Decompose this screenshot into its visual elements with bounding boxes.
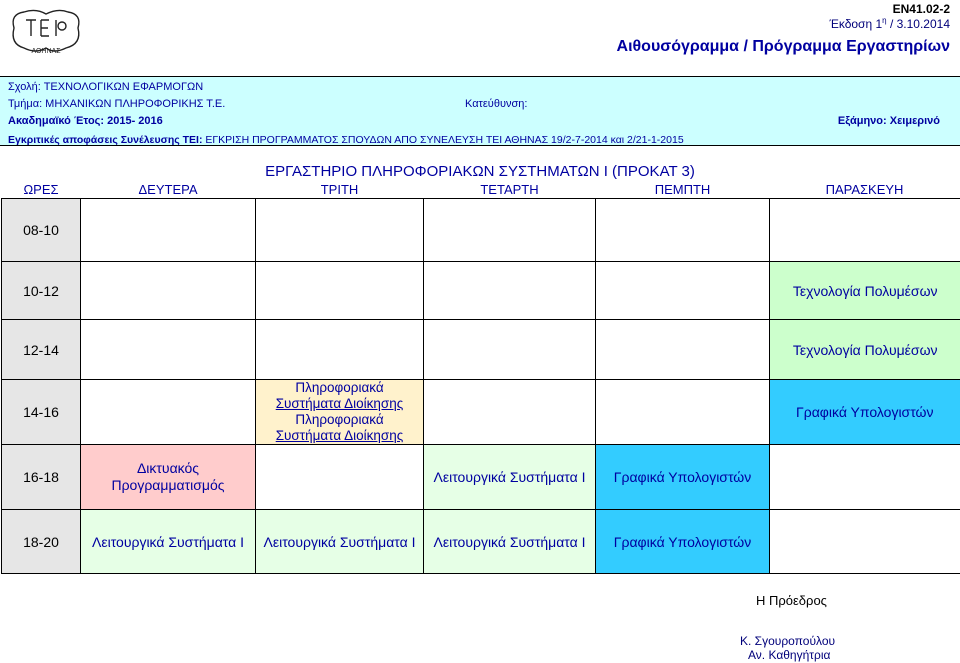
semester-label: Εξάμηνο: Χειμερινό: [837, 115, 940, 127]
hour-cell: 10-12: [2, 262, 81, 320]
schedule-cell: [256, 445, 424, 510]
schedule-cell: [770, 510, 960, 574]
course-computer-graphics: Γραφικά Υπολογιστών: [596, 510, 770, 574]
hour-cell: 12-14: [2, 320, 81, 380]
schedule-table: [1, 180, 960, 574]
schedule-cell: [424, 320, 596, 380]
schedule-cell: [770, 199, 960, 262]
schedule-cell: [81, 262, 256, 320]
table-row: [2, 320, 960, 380]
hour-cell: 18-20: [2, 510, 81, 574]
table-row: [2, 262, 960, 320]
schedule-cell: [424, 380, 596, 445]
schedule-cell: [424, 262, 596, 320]
school-label: Σχολή: ΤΕΧΝΟΛΟΓΙΚΩΝ ΕΦΑΡΜΟΓΩΝ: [8, 81, 204, 93]
course-management-information-systems: Πληροφοριακά Συστήματα Διοίκησης Πληροφοριακά Συστήματα Διοίκησης: [256, 380, 424, 445]
table-header-row: [2, 180, 960, 199]
schedule-cell: [596, 320, 770, 380]
signature-name: Κ. Σγουροπούλου: [740, 634, 836, 648]
course-computer-graphics: Γραφικά Υπολογιστών: [596, 445, 770, 510]
course-network-programming: Δικτυακός Προγραμματισμός: [81, 445, 256, 510]
schedule-cell: [256, 199, 424, 262]
document-code: EN41.02-2: [892, 2, 950, 16]
hour-cell: 16-18: [2, 445, 81, 510]
course-operating-systems: Λειτουργικά Συστήματα Ι: [256, 510, 424, 574]
page-title: Αιθουσόγραμμα / Πρόγραμμα Εργαστηρίων: [616, 38, 950, 55]
schedule-cell: [81, 380, 256, 445]
hour-cell: 08-10: [2, 199, 81, 262]
schedule-cell: [596, 199, 770, 262]
course-multimedia-technology: Τεχνολογία Πολυμέσων: [770, 320, 960, 380]
schedule-cell: [424, 199, 596, 262]
course-computer-graphics: Γραφικά Υπολογιστών: [770, 380, 960, 445]
tei-athens-logo: [6, 4, 86, 56]
signature-title: Αν. Καθηγήτρια: [748, 648, 831, 662]
course-operating-systems: Λειτουργικά Συστήματα Ι: [424, 510, 596, 574]
column-header-hours: ΩΡΕΣ: [2, 180, 81, 199]
schedule-cell: [596, 262, 770, 320]
column-header-thursday: ΠΕΜΠΤΗ: [596, 180, 770, 199]
column-header-friday: ΠΑΡΑΣΚΕΥΗ: [770, 180, 960, 199]
schedule-cell: [770, 445, 960, 510]
schedule-cell: [596, 380, 770, 445]
schedule-cell: [81, 199, 256, 262]
decisions-label: Εγκριτικές αποφάσεις Συνέλευσης ΤΕΙ: ΕΓΚΡΙΣΗ ΠΡΟΓΡΑΜΜΑΤΟΣ ΣΠΟΥΔΩΝ ΑΠΟ ΣΥΝΕΛΕΥΣΗ ΤΕΙ ΑΘΗΝΑΣ 19/2-7-2014 και 2/21-1-2015: [8, 134, 684, 146]
edition-info: Έκδοση $1^\eta / 3.10.2014$: [829, 16, 950, 31]
course-multimedia-technology: Τεχνολογία Πολυμέσων: [770, 262, 960, 320]
table-row: [2, 445, 960, 510]
table-row: [2, 510, 960, 574]
course-operating-systems: Λειτουργικά Συστήματα Ι: [81, 510, 256, 574]
schedule-cell: [256, 262, 424, 320]
info-panel: [0, 76, 960, 146]
direction-label: Κατεύθυνση:: [465, 98, 528, 110]
academic-year-label: Ακαδημαϊκό Έτος: 2015- 2016: [8, 115, 163, 127]
table-row: [2, 380, 960, 445]
svg-text:ΑΘΗΝΑΣ: ΑΘΗΝΑΣ: [31, 48, 61, 55]
signature-role: Η Πρόεδρος: [756, 593, 827, 608]
table-row: [2, 199, 960, 262]
column-header-monday: ΔΕΥΤΕΡΑ: [81, 180, 256, 199]
course-operating-systems: Λειτουργικά Συστήματα Ι: [424, 445, 596, 510]
hour-cell: 14-16: [2, 380, 81, 445]
schedule-cell: [81, 320, 256, 380]
column-header-tuesday: ΤΡΙΤΗ: [256, 180, 424, 199]
department-label: Τμήμα: ΜΗΧΑΝΙΚΩΝ ΠΛΗΡΟΦΟΡΙΚΗΣ Τ.Ε.: [8, 98, 226, 110]
lab-title: ΕΡΓΑΣΤΗΡΙΟ ΠΛΗΡΟΦΟΡΙΑΚΩΝ ΣΥΣΤΗΜΑΤΩΝ Ι (ΠΡΟΚΑΤ 3): [265, 163, 695, 180]
column-header-wednesday: ΤΕΤΑΡΤΗ: [424, 180, 596, 199]
schedule-cell: [256, 320, 424, 380]
